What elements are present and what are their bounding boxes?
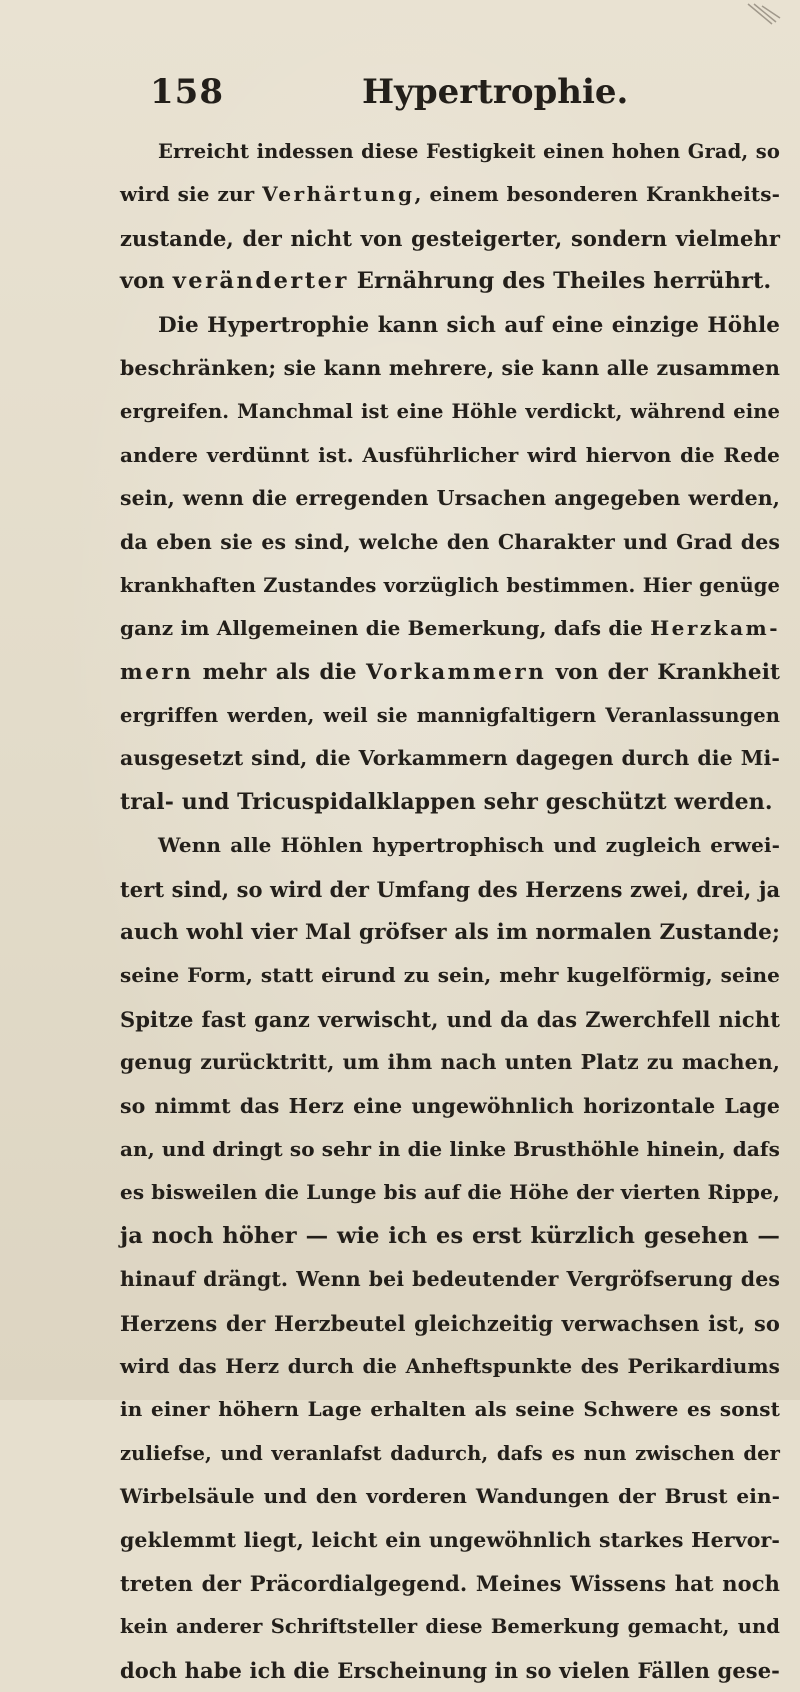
text-line: hinauf drängt. Wenn bei bedeutender Vergröfserung des [120,1267,780,1292]
text-segment: von [120,268,173,295]
text-line: ausgesetzt sind, die Vorkammern dagegen durch die Mi- [120,746,780,771]
text-line [120,607,780,650]
text-line: treten der Präcordialgegend. Meines Wissens hat noch [120,1570,780,1596]
text-line: sein, wenn die erregenden Ursachen angegeben werden, [120,486,780,511]
text-line: an, und dringt so sehr in die linke Brusthöhle hinein, dafs [120,1136,780,1161]
text-line: auch wohl vier Mal gröfser als im normalen Zustande; [120,920,780,946]
body-text [120,130,780,1692]
text-line: genug zurücktritt, um ihm nach unten Platz zu machen, [120,1050,780,1075]
text-line: in einer höhern Lage erhalten als seine Schwere es sonst [120,1397,780,1422]
text-line: seine Form, statt eirund zu sein, mehr kugelförmig, seine [120,963,780,988]
emphasis-term: veränderter [172,268,349,295]
page-number: 158 [150,72,224,112]
text-line: so nimmt das Herz eine ungewöhnlich horizontale Lage [120,1093,780,1118]
text-line: es bisweilen die Lunge bis auf die Höhe der vierten Rippe, [120,1180,780,1205]
emphasis-term: Verhärtung [262,182,415,207]
emphasis-term: Herzkam- [650,616,780,641]
text-segment: , einem besonderen Krankheits- [414,182,780,207]
page-header [0,72,800,122]
emphasis-term: mern [120,659,194,685]
text-line: Die Hypertrophie kann sich auf eine einzige Höhle [158,312,780,338]
text-line: ergreifen. Manchmal ist eine Höhle verdickt, während eine [120,400,780,424]
text-line: Wenn alle Höhlen hypertrophisch und zugleich erwei- [158,833,780,858]
text-line: beschränken; sie kann mehrere, sie kann alle zusammen [120,355,780,380]
text-line: tral- und Tricuspidalklappen sehr geschützt werden. [120,788,773,815]
text-line: kein anderer Schriftsteller diese Bemerkung gemacht, und [120,1615,780,1639]
text-line: Erreicht indessen diese Festigkeit einen hohen Grad, so [158,140,780,163]
text-line: da eben sie es sind, welche den Charakter und Grad des [120,529,780,554]
text-line [120,173,780,216]
text-line: Herzens der Herzbeutel gleichzeitig verwachsen ist, so [120,1310,780,1336]
text-segment: ganz im Allgemeinen die Bemerkung, dafs die [120,616,651,641]
text-segment: Ernährung des Theiles herrührt. [348,268,772,295]
running-title: Hypertrophie. [362,72,629,112]
text-line [120,260,780,303]
text-line: andere verdünnt ist. Ausführlicher wird hiervon die Rede [120,442,780,467]
text-segment: wird sie zur [120,182,263,207]
emphasis-term: Vorkammern [365,659,547,685]
text-line: wird das Herz durch die Anheftspunkte des Perikardiums [120,1353,780,1378]
text-line: krankhaften Zustandes vorzüglich bestimmen. Hier genüge [120,573,780,597]
text-line: Spitze fast ganz verwischt, und da das Zwerchfell nicht [120,1006,780,1032]
text-line: ja noch höher — wie ich es erst kürzlich gesehen — [120,1222,780,1249]
text-line: zuliefse, und veranlafst dadurch, dafs es nun zwischen der [120,1441,780,1465]
text-segment: von der Krankheit [546,659,780,685]
text-line: geklemmt liegt, leicht ein ungewöhnlich starkes Hervor- [120,1527,780,1552]
text-segment: mehr als die [193,659,366,685]
text-line: tert sind, so wird der Umfang des Herzens zwei, drei, ja [120,876,781,902]
text-line: zustande, der nicht von gesteigerter, sondern vielmehr [120,225,780,251]
text-line: Wirbelsäule und den vorderen Wandungen der Brust ein- [120,1484,780,1509]
text-line [120,651,780,694]
text-line: doch habe ich die Erscheinung in so vielen Fällen gese- [120,1657,780,1683]
text-line: ergriffen werden, weil sie mannigfaltigern Veranlassungen [120,704,780,728]
page-corner-smudge [742,2,782,32]
